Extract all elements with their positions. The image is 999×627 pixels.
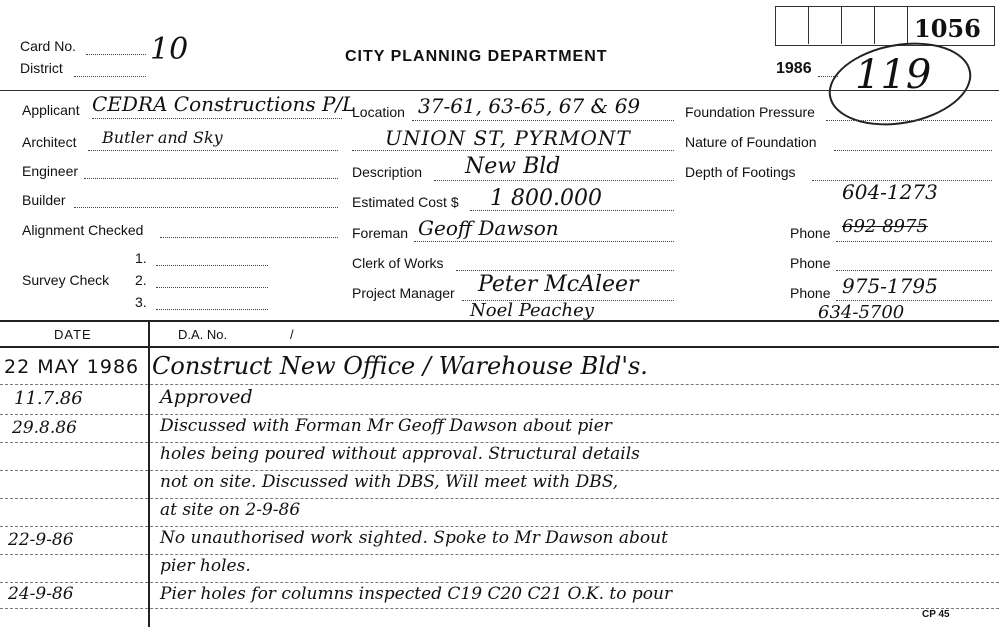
file-number: 1056	[914, 14, 981, 43]
entry-date: 11.7.86	[14, 388, 83, 409]
alignment-label: Alignment Checked	[22, 222, 144, 238]
row-line	[0, 442, 999, 443]
entry-text: not on site. Discussed with DBS, Will meet with DBS,	[160, 472, 619, 492]
estimated-cost-label: Estimated Cost $	[352, 194, 459, 210]
estimated-cost-value: 1 800.000	[490, 186, 602, 211]
engineer-label: Engineer	[22, 163, 79, 179]
phone-pm2-value: 634-5700	[818, 302, 905, 323]
pm-value-2: Noel Peachey	[470, 300, 594, 321]
survey-check-label: Survey Check	[22, 272, 110, 288]
applicant-value: CEDRA Constructions P/L	[92, 92, 356, 116]
entry-text: No unauthorised work sighted. Spoke to Mr Dawson about	[160, 528, 668, 548]
entry-text: Approved	[160, 386, 253, 408]
phone-top-value: 604-1273	[842, 180, 938, 204]
entry-date: 29.8.86	[12, 418, 77, 438]
phone-label-3: Phone	[790, 285, 831, 301]
builder-line	[74, 207, 338, 208]
entry-date: 24-9-86	[8, 584, 74, 604]
pm-value: Peter McAleer	[478, 272, 639, 297]
architect-value: Butler and Sky	[102, 128, 223, 147]
phone-line-2	[836, 270, 992, 271]
department-title: CITY PLANNING DEPARTMENT	[345, 48, 608, 65]
phone-line-3	[836, 300, 992, 301]
applicant-line	[92, 118, 342, 119]
location-line1: 37-61, 63-65, 67 & 69	[418, 94, 641, 118]
entry-text: Construct New Office / Warehouse Bld's.	[152, 352, 648, 380]
header-divider	[0, 90, 999, 91]
phone-label-2: Phone	[790, 255, 831, 271]
survey-line-1	[156, 265, 268, 266]
phone-foreman-value: 692 8975	[842, 216, 928, 237]
foundation-pressure-line	[826, 120, 992, 121]
row-line	[0, 526, 999, 527]
foreman-label: Foreman	[352, 225, 409, 241]
foreman-line	[414, 241, 674, 242]
entry-date: 22 MAY 1986	[4, 356, 140, 378]
architect-line	[88, 150, 338, 151]
card-no-label: Card No.	[20, 38, 77, 54]
architect-label: Architect	[22, 134, 77, 150]
engineer-line	[84, 178, 338, 179]
form-code: CP 45	[922, 609, 950, 620]
location-label: Location	[352, 104, 405, 120]
file-box-divider	[907, 6, 908, 44]
year: 1986	[776, 60, 812, 77]
da-value: /	[290, 327, 294, 342]
nature-line	[834, 150, 992, 151]
phone-line-1	[836, 241, 992, 242]
district-line	[74, 76, 146, 77]
circled-number: 119	[855, 52, 932, 98]
phone-pm-value: 975-1795	[842, 274, 938, 298]
row-line	[0, 470, 999, 471]
clerk-label: Clerk of Works	[352, 255, 444, 271]
nature-label: Nature of Foundation	[685, 134, 817, 150]
row-line	[0, 582, 999, 583]
survey-line-3	[156, 309, 268, 310]
entry-text: holes being poured without approval. Structural details	[160, 444, 640, 464]
row-line	[0, 498, 999, 499]
location-line	[412, 120, 674, 121]
foundation-pressure-label: Foundation Pressure	[685, 104, 815, 120]
depth-label: Depth of Footings	[685, 164, 796, 180]
entry-text: Pier holes for columns inspected C19 C20 C21 O.K. to pour	[160, 584, 673, 604]
district-label: District	[20, 60, 63, 76]
foreman-value: Geoff Dawson	[418, 216, 559, 240]
survey-item-3: 3.	[135, 294, 147, 310]
survey-line-2	[156, 287, 268, 288]
file-box-divider	[874, 6, 875, 44]
clerk-line	[456, 270, 674, 271]
card-no-line	[86, 54, 146, 55]
location-line-2	[352, 150, 674, 151]
estimated-cost-line	[470, 210, 674, 211]
survey-item-2: 2.	[135, 272, 147, 288]
da-header: D.A. No.	[178, 327, 228, 342]
date-header: DATE	[54, 327, 92, 342]
phone-label-1: Phone	[790, 225, 831, 241]
description-value: New Bld	[465, 154, 561, 179]
description-label: Description	[352, 164, 423, 180]
log-column-divider	[148, 320, 150, 627]
applicant-label: Applicant	[22, 102, 80, 118]
file-box-divider	[841, 6, 842, 44]
row-line	[0, 554, 999, 555]
survey-item-1: 1.	[135, 250, 147, 266]
file-box-divider	[808, 6, 809, 44]
row-line	[0, 414, 999, 415]
description-line	[434, 180, 674, 181]
entry-text: pier holes.	[160, 556, 251, 576]
entry-date: 22-9-86	[8, 530, 74, 550]
entry-text: at site on 2-9-86	[160, 500, 301, 520]
entry-text: Discussed with Forman Mr Geoff Dawson about pier	[160, 416, 612, 436]
location-line2: UNION ST, PYRMONT	[385, 126, 631, 150]
row-line	[0, 384, 999, 385]
builder-label: Builder	[22, 192, 66, 208]
pm-label: Project Manager	[352, 285, 455, 301]
row-line	[0, 608, 999, 609]
alignment-line	[160, 237, 338, 238]
card-no-value: 10	[150, 32, 189, 67]
